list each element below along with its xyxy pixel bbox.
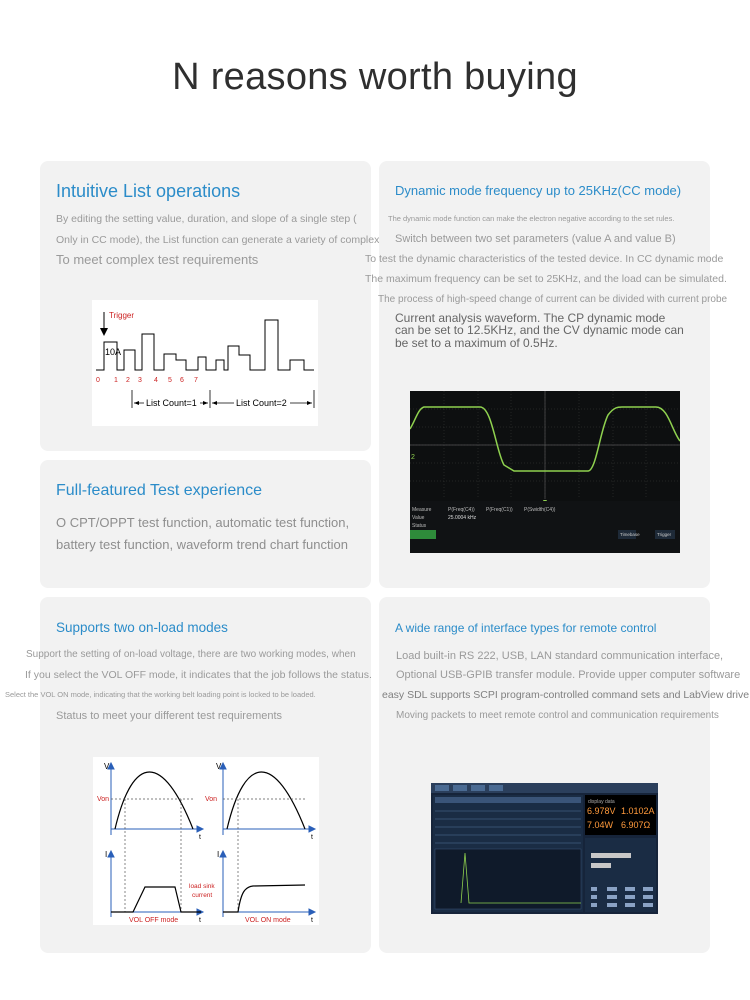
card-title: Intuitive List operations <box>56 181 241 201</box>
card-text-line: To test the dynamic characteristics of the tested device. In CC dynamic mode <box>365 253 724 265</box>
card-text-line: Current analysis waveform. The CP dynamic mode <box>395 311 666 325</box>
card-text-line: Optional USB-GPIB transfer module. Provide upper computer software <box>396 669 741 681</box>
t-axis-label: t <box>199 834 201 841</box>
step-label: 5 <box>168 377 172 384</box>
current-readout: 1.0102A <box>621 806 655 816</box>
card-text-line: Load built-in RS 222, USB, LAN standard communication interface, <box>396 650 724 662</box>
list-count-1-label: List Count=1 <box>146 398 197 408</box>
scope-status-label: Status <box>412 523 427 529</box>
scope-col-label: P(Freq(C4)) <box>448 507 475 513</box>
card-text-line: By editing the setting value, duration, and slope of a single step ( <box>56 213 357 225</box>
step-label: 7 <box>194 377 198 384</box>
v-axis-label: V <box>104 762 110 771</box>
vol-off-mode-label: VOL OFF mode <box>129 917 179 924</box>
card-list-operations <box>40 161 380 451</box>
i-axis-label: I <box>105 850 108 859</box>
scope-trigger-label: Trigger <box>657 532 672 537</box>
vol-on-mode-label: VOL ON mode <box>245 917 291 924</box>
control-software-screenshot <box>431 783 658 914</box>
card-text-line: The maximum frequency can be set to 25KHz, and the load can be simulated. <box>365 273 727 285</box>
t-axis-label: t <box>311 917 313 924</box>
resistance-readout: 6.907Ω <box>621 820 651 830</box>
card-text-line: be set to a maximum of 0.5Hz. <box>395 336 558 350</box>
power-readout: 7.04W <box>587 820 614 830</box>
t-axis-label: t <box>311 834 313 841</box>
scope-value-label: Value <box>412 515 425 521</box>
step-label: 1 <box>114 377 118 384</box>
load-sink-label: load sink <box>189 883 215 890</box>
list-waveform-figure <box>92 300 318 426</box>
card-text-line: Moving packets to meet remote control and communication requirements <box>396 710 719 721</box>
card-text-line: To meet complex test requirements <box>56 252 259 267</box>
step-label: 6 <box>180 377 184 384</box>
card-text-line: The dynamic mode function can make the electron negative according to the set rules. <box>388 214 675 223</box>
scope-col-label: P(Freq(C1)) <box>486 507 513 513</box>
card-title: A wide range of interface types for remote control <box>395 621 657 635</box>
card-title: Supports two on-load modes <box>56 620 228 635</box>
card-text-line: battery test function, waveform trend chart function <box>56 537 348 552</box>
card-text-line: Support the setting of on-load voltage, there are two working modes, when <box>26 649 356 660</box>
card-test-experience <box>40 460 371 588</box>
trigger-label: Trigger <box>109 311 135 320</box>
oscilloscope-screenshot <box>410 391 680 553</box>
card-text-line: Switch between two set parameters (value A and value B) <box>395 233 676 245</box>
scope-frequency-value: 25.0004 kHz <box>448 515 477 521</box>
svg-text:2: 2 <box>411 454 415 461</box>
i-axis-label: I <box>217 850 220 859</box>
page-title: N reasons worth buying <box>172 56 578 98</box>
card-text-line: Select the VOL ON mode, indicating that the working belt loading point is locked to be loaded. <box>5 690 316 699</box>
t-axis-label: t <box>199 917 201 924</box>
scope-timebase-label: Timebase <box>620 532 640 537</box>
step-label: 0 <box>96 377 100 384</box>
card-text-line: The process of high-speed change of current can be divided with current probe <box>378 294 728 305</box>
onload-modes-figure <box>93 757 319 925</box>
step-label: 2 <box>126 377 130 384</box>
current-label: current <box>192 892 213 899</box>
level-label: 10A <box>105 347 122 357</box>
card-text-line: easy SDL supports SCPI program-controlled command sets and LabView drive <box>382 689 750 701</box>
display-data-label: display data <box>588 799 615 805</box>
card-title: Full-featured Test experience <box>56 482 263 499</box>
card-text-line: O CPT/OPPT test function, automatic test function, <box>56 515 350 530</box>
card-text-line: can be set to 12.5KHz, and the CV dynamic mode can <box>395 323 684 337</box>
card-text-line: Only in CC mode), the List function can generate a variety of complex <box>56 234 380 246</box>
von-label: Von <box>97 796 110 803</box>
voltage-readout: 6.978V <box>587 806 616 816</box>
von-label: Von <box>205 796 218 803</box>
step-label: 3 <box>138 377 142 384</box>
v-axis-label: V <box>216 762 222 771</box>
card-text-line: If you select the VOL OFF mode, it indicates that the job follows the status. <box>25 669 372 681</box>
list-count-2-label: List Count=2 <box>236 398 287 408</box>
card-title: Dynamic mode frequency up to 25KHz(CC mode) <box>395 183 682 198</box>
step-label: 4 <box>154 377 158 384</box>
scope-measure-label: Measure <box>412 507 432 513</box>
scope-col-label: P(Swidth(C4)) <box>524 507 556 513</box>
card-text-line: Status to meet your different test requirements <box>56 710 283 722</box>
